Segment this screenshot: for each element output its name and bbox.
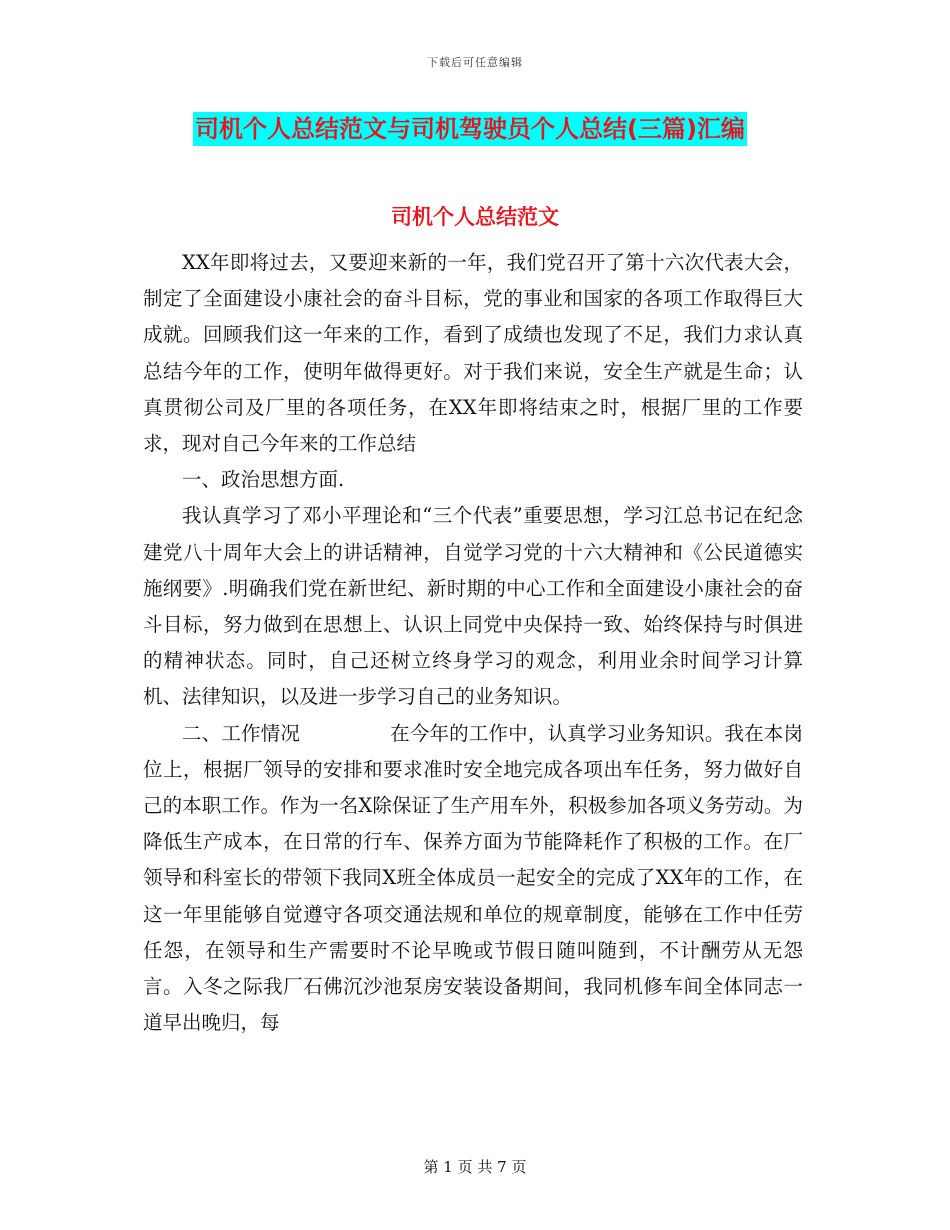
work-heading: 二、工作情况: [182, 721, 300, 745]
paragraph-politics-heading: 一、政治思想方面.: [182, 468, 345, 492]
document-body: [143, 245, 803, 1041]
page-header-note: 下载后可任意编辑: [427, 56, 523, 69]
work-body: 在今年的工作中，认真学习业务知识。我在本岗位上，根据厂领导的安排和要求准时安全地完成各项出车任务，努力做好自己的本职工作。作为一名X除保证了生产用车外，积极参加各项义务劳动。为降低生产成本，在日常的行车、保养方面为节能降耗作了积极的工作。在厂领导和科室长的带领下我同X班全体成员一起安全的完成了XX年的工作，在这一年里能够自觉遵守各项交通法规和单位的规章制度，能够在工作中任劳任怨，在领导和生产需要时不论早晚或节假日随叫随到，不计酬劳从无怨言。入冬之际我厂石佛沉沙池泵房安装设备期间，我同机修车间全体同志一道早出晚归，每: [143, 721, 803, 1035]
section-title: 司机个人总结范文: [391, 205, 559, 229]
paragraph-intro: XX年即将过去，又要迎来新的一年，我们党召开了第十六次代表大会，制定了全面建设小康社会的奋斗目标，党的事业和国家的各项工作取得巨大成就。回顾我们这一年来的工作，看到了成绩也发现了不足，我们力求认真总结今年的工作，使明年做得更好。对于我们来说，安全生产就是生命；认真贯彻公司及厂里的各项任务，在XX年即将结束之时，根据厂里的工作要求，现对自己今年来的工作总结: [143, 251, 803, 456]
page-indicator: 第 1 页 共 7 页: [423, 1158, 527, 1176]
paragraph-politics-body: 我认真学习了邓小平理论和“三个代表”重要思想，学习江总书记在纪念建党八十周年大会上的讲话精神，自觉学习党的十六大精神和《公民道德实施纲要》.明确我们党在新世纪、新时期的中心工作和全面建设小康社会的奋斗目标，努力做到在思想上、认识上同党中央保持一致、始终保持与时俱进的精神状态。同时，自己还树立终身学习的观念，利用业余时间学习计算机、法律知识，以及进一步学习自己的业务知识。: [143, 504, 803, 709]
paragraph-work: [143, 716, 803, 1042]
document-title: 司机个人总结范文与司机驾驶员个人总结(三篇)汇编: [193, 112, 747, 146]
